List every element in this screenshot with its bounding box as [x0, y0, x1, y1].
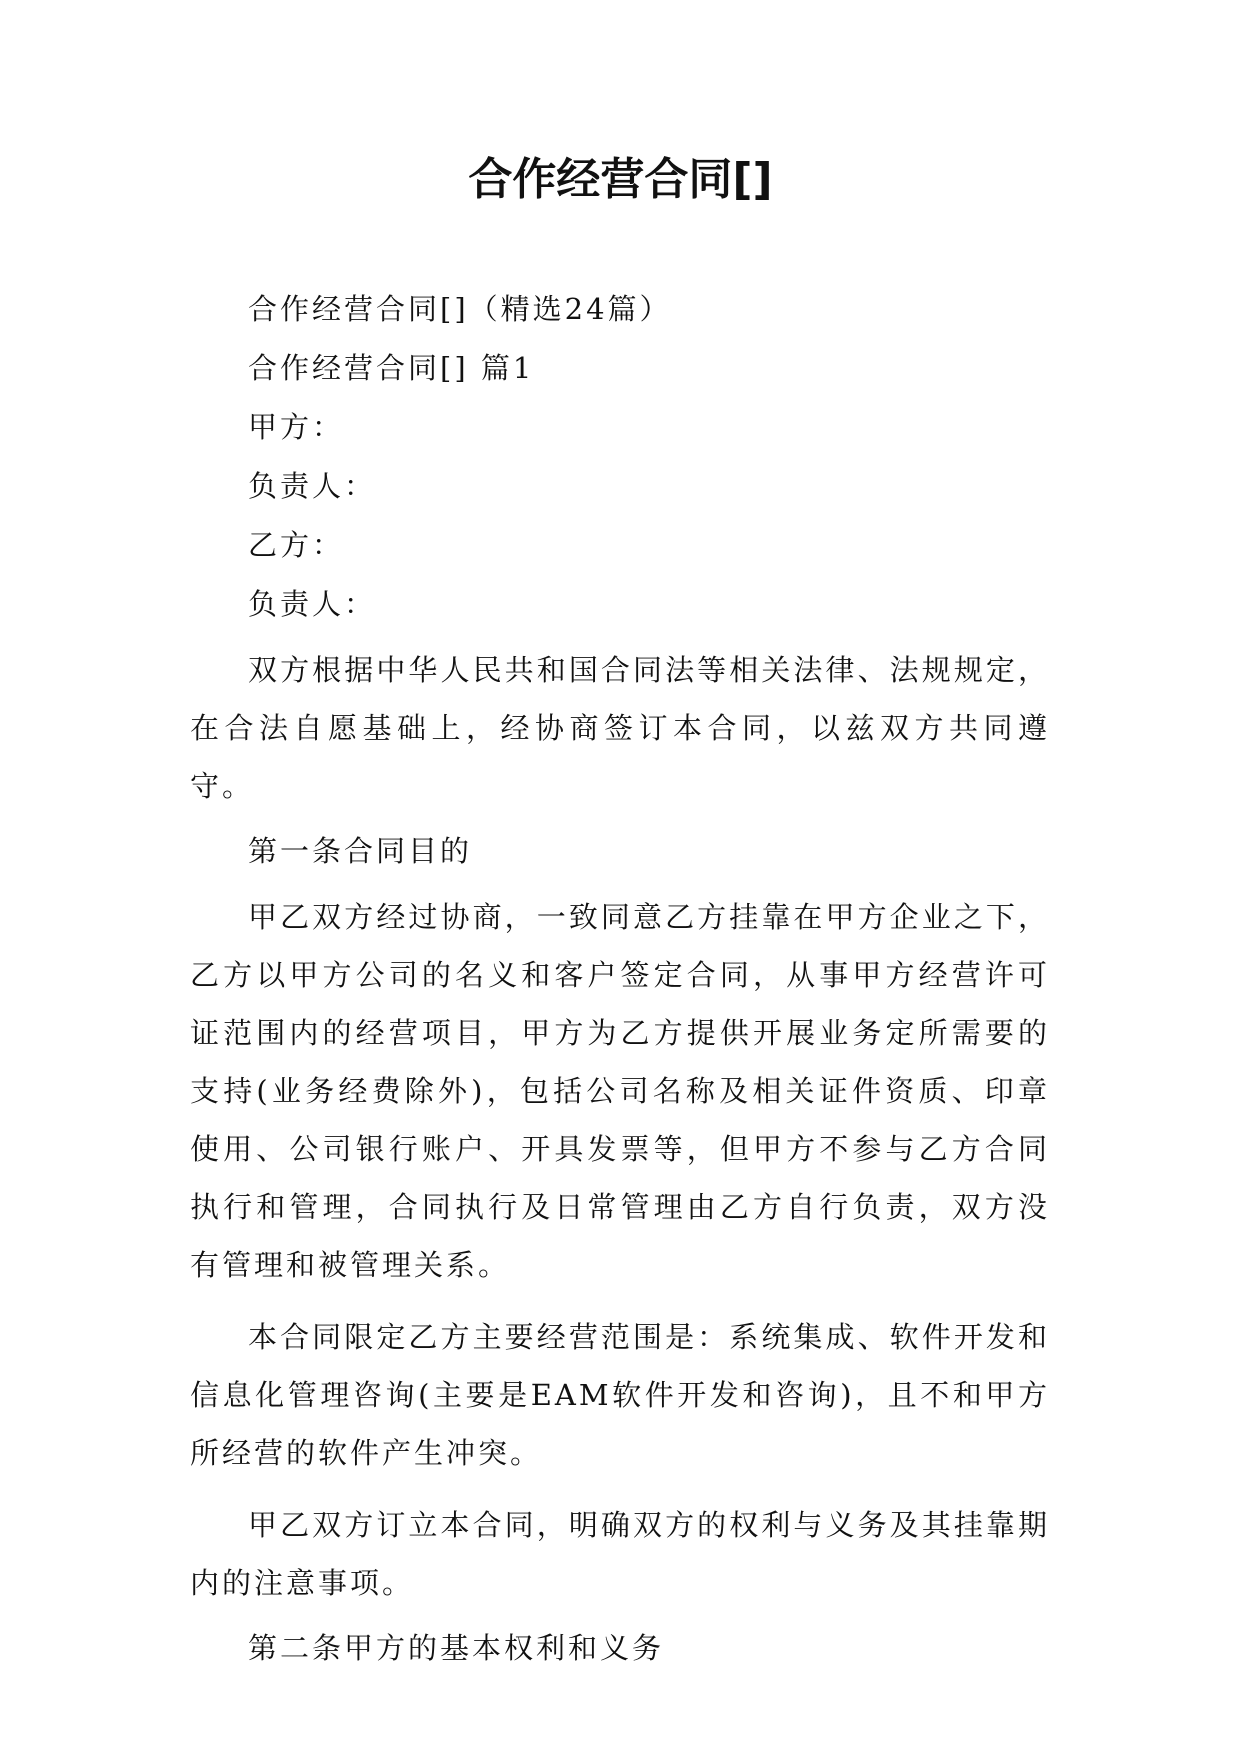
paragraph-party-b: 乙方： — [248, 528, 345, 562]
paragraph-article-1-body: 甲乙双方经过协商，一致同意乙方挂靠在甲方企业之下，乙方以甲方公司的名义和客户签定合同，从事甲方经营许可证范围内的经营项目，甲方为乙方提供开展业务定所需要的支持(业务经费除外)，包括公司名称及相关证件资质、印章使用、公司银行账户、开具发票等，但甲方不参与乙方合同执行和管理，合同执行及日常管理由乙方自行负责，双方没有管理和被管理关系。 — [190, 900, 1050, 1282]
paragraph-article-1-heading: 第一条合同目的 — [248, 834, 473, 868]
document-title: 合作经营合同[] — [468, 154, 773, 205]
paragraph-party-a-representative: 负责人： — [248, 469, 377, 503]
paragraph-article-2-heading: 第二条甲方的基本权利和义务 — [248, 1631, 665, 1665]
paragraph-rights-obligations: 甲乙双方订立本合同，明确双方的权利与义务及其挂靠期内的注意事项。 — [190, 1508, 1050, 1600]
paragraph-party-b-representative: 负责人： — [248, 587, 377, 621]
paragraph-preamble: 双方根据中华人民共和国合同法等相关法律、法规规定，在合法自愿基础上，经协商签订本合同，以兹双方共同遵守。 — [190, 653, 1050, 803]
paragraph-business-scope: 本合同限定乙方主要经营范围是：系统集成、软件开发和信息化管理咨询(主要是EAM软件开发和咨询)，且不和甲方所经营的软件产生冲突。 — [190, 1320, 1050, 1470]
paragraph-section-heading: 合作经营合同[] 篇1 — [248, 351, 535, 385]
document-body — [190, 287, 1050, 1685]
paragraph-party-a: 甲方： — [248, 410, 345, 444]
paragraph-subtitle: 合作经营合同[]（精选24篇） — [248, 292, 672, 326]
